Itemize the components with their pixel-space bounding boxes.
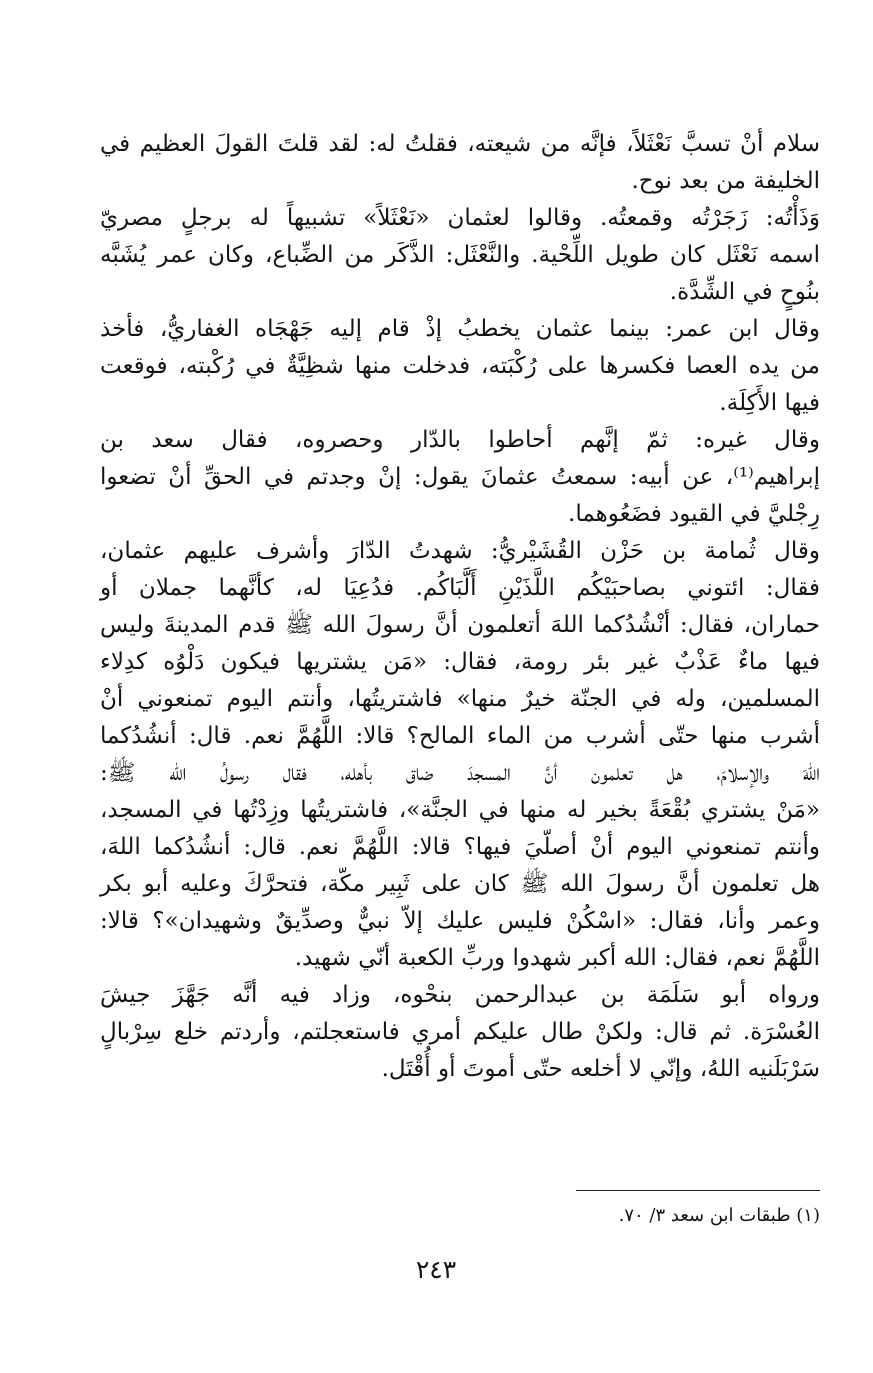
text-line: فقال: ائتوني بصاحبَيْكُم اللَّذَيْنِ أَلَّبَاكُم. فدُعِيَا له، كأنَّهما جملان أو [100, 575, 820, 601]
text-line: «مَنْ يشتري بُقْعَةً بخير له منها في الجنَّة»، فاشتريتُها وزِدْتُها في المسجد، [100, 797, 820, 823]
text-line: وقال ابن عمر: بينما عثمان يخطبُ إذْ قام إليه جَهْجَاه الغفاريُّ، فأخذ [100, 316, 820, 342]
text-line: المسلمين، وله في الجنّة خيرٌ منها» فاشتريتُها، وأنتم اليوم تمنعوني أنْ [100, 686, 820, 712]
text-line: العُسْرَة. ثم قال: ولكنْ طال عليكم أمري فاستعجلتم، وأردتم خلع سِرْبالٍ [100, 1019, 820, 1045]
text-line: حماران، فقال: أنْشُدُكما اللهَ أتعلمون أنَّ رسولَ الله ﷺ قدم المدينةَ وليس [100, 612, 820, 638]
text-line: وقال ثُمامة بن حَزْن القُشَيْريُّ: شهدتُ الدّارَ وأشرف عليهم عثمان، [100, 538, 820, 564]
text-line: أشرب منها حتّى أشرب من الماء المالح؟ قالا: اللَّهُمَّ نعم. قال: أنشُدُكما [100, 723, 820, 749]
footnote: (١) طبقات ابن سعد ٣/ ٧٠. [618, 1205, 820, 1226]
text-line: وعمر وأنا، فقال: «اسْكُنْ فليس عليك إلاّ نبيٌّ وصدِّيقٌ وشهيدان»؟ قالا: [100, 908, 820, 934]
text-line: سلام أنْ تسبَّ نَعْثَلاً، فإنَّه من شيعته، فقلتُ له: لقد قلتَ القولَ العظيم في [100, 131, 820, 157]
text-line: فيها الأَكِلَة. [719, 390, 820, 416]
page-number: ٢٤٣ [415, 1255, 457, 1284]
text-line: إبراهيم⁽¹⁾، عن أبيه: سمعتُ عثمانَ يقول: إنْ وجدتم في الحقِّ أنْ تضعوا [100, 464, 820, 490]
text-line: وأنتم تمنعوني اليوم أنْ أصلّيَ فيها؟ قالا: اللَّهُمَّ نعم. قال: أنشُدُكما اللهَ، [100, 834, 820, 860]
text-line: بنُوحٍ في الشِّدَّة. [669, 279, 820, 305]
text-line: هل تعلمون أنَّ رسولَ الله ﷺ كان على ثَبِير مكّة، فتحرَّكَ وعليه أبو بكر [100, 871, 820, 897]
text-line: فيها ماءٌ عَذْبٌ غير بئر رومة، فقال: «مَن يشتريها فيكون دَلْوُه كدِلاء [100, 649, 820, 675]
footnote-separator [576, 1190, 820, 1191]
text-line: وقال غيره: ثمّ إنَّهم أحاطوا بالدّار وحصروه، فقال سعد بن [100, 427, 820, 453]
text-line: سَرْبَلَنيه اللهُ، وإنّي لا أخلعه حتّى أموتَ أو أُقْتَل. [381, 1056, 820, 1082]
body-text [100, 126, 820, 1088]
text-line: اللَّهُمَّ نعم، فقال: الله أكبر شهدوا وربِّ الكعبة أنّي شهيد. [294, 945, 820, 971]
text-line: رِجْليَّ في القيود فضَعُوهما. [568, 501, 820, 527]
text-line: من يده العصا فكسرها على رُكْبَته، فدخلت منها شظِيَّةٌ في رُكْبته، فوقعت [100, 353, 820, 379]
text-line: الخليفة من بعد نوح. [631, 168, 820, 194]
text-line: وَذَأْتُه: زَجَرْتُه وقمعتُه. وقالوا لعثمان «نَعْثَلاً» تشبيهاً له برجلٍ مصريّ [100, 205, 820, 231]
text-line: اللهَ والإسلامَ، هل تعلمون أنَّ المسجدَ ضاق بأهله، فقال رسولُ الله ﷺ: [100, 760, 820, 786]
text-line: اسمه نَعْثَل كان طويل اللِّحْية. والنَّعْثَل: الذَّكَر من الضِّباع، وكان عمر يُشَبَّه [100, 242, 820, 268]
text-line: ورواه أبو سَلَمَة بن عبدالرحمن بنحْوه، وزاد فيه أنَّه جَهَّزَ جيشَ [100, 982, 820, 1008]
